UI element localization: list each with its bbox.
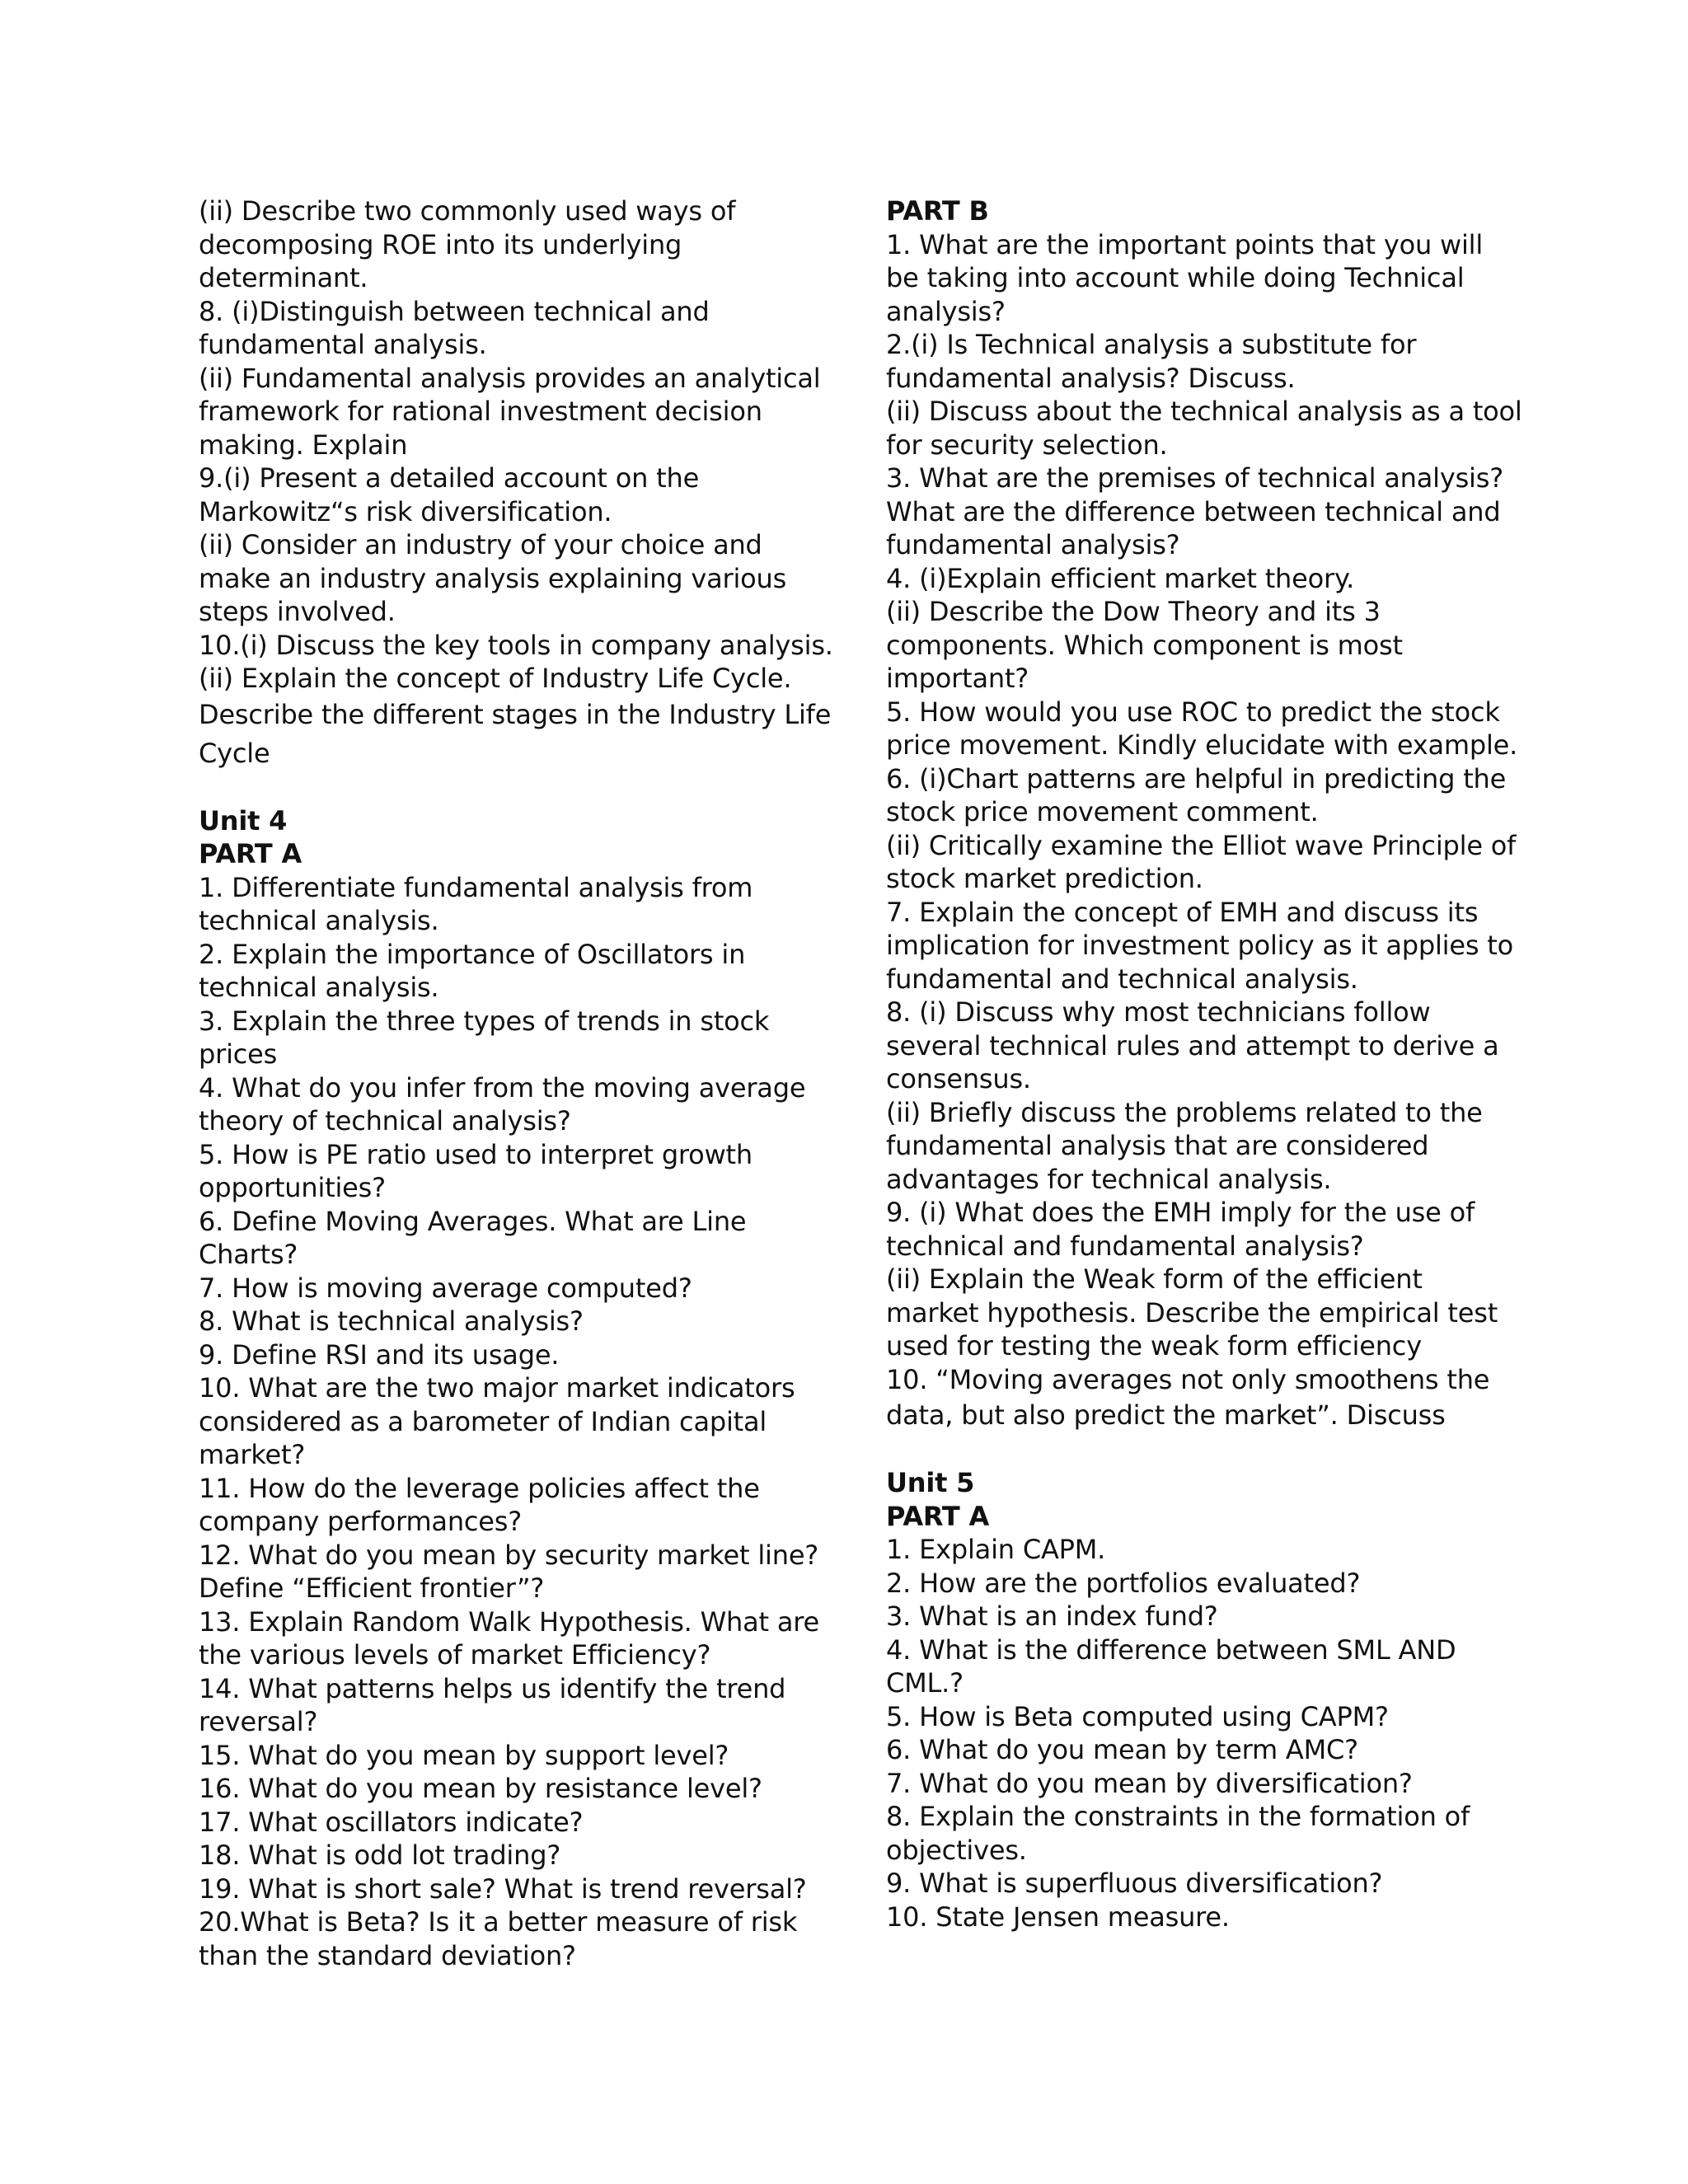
text-line: (ii) Explain the Weak form of the efficient xyxy=(886,1263,1423,1295)
part-heading: PART A xyxy=(199,838,302,869)
text-line: 4. What is the difference between SML AND xyxy=(886,1633,1456,1666)
text-line: 9.(i) Present a detailed account on the xyxy=(199,462,700,494)
text-line: CML.? xyxy=(886,1667,964,1699)
text-line: important? xyxy=(886,663,1029,694)
text-line: 13. Explain Random Walk Hypothesis. What are xyxy=(199,1605,820,1638)
text-line: technical analysis. xyxy=(199,972,439,1003)
part-heading: PART B xyxy=(886,195,989,227)
text-line: 8. (i) Discuss why most technicians follow xyxy=(886,996,1431,1028)
text-line: 5. How would you use ROC to predict the stock xyxy=(886,696,1500,728)
text-line: determinant. xyxy=(199,262,368,293)
text-line: 2. Explain the importance of Oscillators in xyxy=(199,938,746,970)
text-line: 10. “Moving averages not only smoothens the xyxy=(886,1363,1490,1395)
text-line: price movement. Kindly elucidate with example. xyxy=(886,729,1518,761)
text-line: technical analysis. xyxy=(199,905,439,936)
text-line: fundamental and technical analysis. xyxy=(886,963,1358,995)
text-line: theory of technical analysis? xyxy=(199,1105,571,1137)
text-line: (ii) Explain the concept of Industry Life Cycle. xyxy=(199,663,792,694)
text-line: 3. What are the premises of technical analysis? xyxy=(886,462,1503,494)
text-line: (ii) Briefly discuss the problems related to the xyxy=(886,1096,1483,1128)
text-line: What are the difference between technical and xyxy=(886,495,1501,527)
text-line: 1. Differentiate fundamental analysis from xyxy=(199,871,753,903)
text-line: steps involved. xyxy=(199,596,396,627)
text-line: 16. What do you mean by resistance level? xyxy=(199,1773,762,1804)
text-line: fundamental analysis. xyxy=(199,329,487,360)
text-line: (ii) Describe the Dow Theory and its 3 xyxy=(886,596,1381,627)
text-line: 4. What do you infer from the moving average xyxy=(199,1071,806,1104)
text-line: stock price movement comment. xyxy=(886,796,1319,827)
text-line: framework for rational investment decision xyxy=(199,396,762,427)
text-line: Define “Efficient frontier”? xyxy=(199,1572,545,1604)
text-line: (ii) Describe two commonly used ways of xyxy=(199,195,736,227)
text-line: 14. What patterns helps us identify the trend xyxy=(199,1672,786,1704)
text-line: considered as a barometer of Indian capital xyxy=(199,1405,767,1437)
text-line: 18. What is odd lot trading? xyxy=(199,1840,561,1871)
text-line: Describe the different stages in the Industry Life xyxy=(199,698,832,730)
text-line: (ii) Consider an industry of your choice and xyxy=(199,529,762,560)
text-line: 2.(i) Is Technical analysis a substitute for xyxy=(886,329,1417,360)
text-line: (ii) Fundamental analysis provides an analytical xyxy=(199,362,821,394)
text-line: 8. What is technical analysis? xyxy=(199,1305,584,1337)
text-line: 15. What do you mean by support level? xyxy=(199,1739,729,1771)
text-line: opportunities? xyxy=(199,1172,386,1203)
text-line: used for testing the weak form efficiency xyxy=(886,1330,1422,1361)
text-line: 20.What is Beta? Is it a better measure of risk xyxy=(199,1906,798,1938)
unit5-part-a-questions xyxy=(886,1533,1504,1933)
text-line: 17. What oscillators indicate? xyxy=(199,1806,584,1838)
text-line: 8. (i)Distinguish between technical and xyxy=(199,295,710,327)
text-line: 7. How is moving average computed? xyxy=(199,1272,692,1304)
text-line: analysis? xyxy=(886,295,1006,327)
text-line: 9. Define RSI and its usage. xyxy=(199,1338,560,1371)
text-line: 9. (i) What does the EMH imply for the use of xyxy=(886,1197,1475,1228)
text-line: making. Explain xyxy=(199,429,408,461)
text-line: consensus. xyxy=(886,1063,1031,1094)
text-line: be taking into account while doing Technical xyxy=(886,262,1465,293)
unit4-part-a-questions xyxy=(199,871,825,1973)
left-column xyxy=(199,194,833,1972)
text-line: advantages for technical analysis. xyxy=(886,1163,1332,1195)
text-line: (ii) Discuss about the technical analysis as a tool xyxy=(886,396,1522,427)
text-line: Cycle xyxy=(199,737,270,769)
text-line: 7. Explain the concept of EMH and discuss its xyxy=(886,896,1479,928)
text-line: company performances? xyxy=(199,1506,523,1537)
text-line: Markowitz“s risk diversification. xyxy=(199,495,612,527)
text-line: data, but also predict the market”. Discuss xyxy=(886,1399,1446,1431)
unit-heading: Unit 5 xyxy=(886,1467,975,1498)
text-line: 1. What are the important points that you will xyxy=(886,228,1484,260)
text-line: implication for investment policy as it applies to xyxy=(886,930,1513,961)
text-line: stock market prediction. xyxy=(886,863,1203,894)
text-line: fundamental analysis? Discuss. xyxy=(886,362,1296,394)
text-line: 2. How are the portfolios evaluated? xyxy=(886,1567,1361,1599)
text-line: decomposing ROE into its underlying xyxy=(199,228,682,260)
text-line: reversal? xyxy=(199,1706,318,1737)
unit3-continuation xyxy=(199,194,833,773)
text-line: 10. State Jensen measure. xyxy=(886,1900,1230,1933)
text-line: 6. What do you mean by term AMC? xyxy=(886,1734,1358,1765)
text-line: 10. What are the two major market indicators xyxy=(199,1372,795,1404)
text-line: 1. Explain CAPM. xyxy=(886,1534,1106,1565)
text-line: 10.(i) Discuss the key tools in company analysis. xyxy=(199,629,833,661)
text-line: 6. Define Moving Averages. What are Line xyxy=(199,1205,747,1237)
text-line: 5. How is PE ratio used to interpret growth xyxy=(199,1138,753,1170)
text-line: 8. Explain the constraints in the formation of xyxy=(886,1801,1470,1832)
text-line: 4. (i)Explain efficient market theory. xyxy=(886,562,1355,594)
text-line: the various levels of market Efficiency? xyxy=(199,1639,711,1671)
text-line: 7. What do you mean by diversification? xyxy=(886,1767,1413,1799)
text-line: components. Which component is most xyxy=(886,629,1403,661)
text-line: 19. What is short sale? What is trend reversal? xyxy=(199,1872,807,1905)
text-line: 3. What is an index fund? xyxy=(886,1601,1218,1632)
text-line: several technical rules and attempt to derive a xyxy=(886,1029,1499,1062)
text-line: (ii) Critically examine the Elliot wave Principle of xyxy=(886,829,1517,861)
text-line: 11. How do the leverage policies affect the xyxy=(199,1472,760,1504)
text-line: market hypothesis. Describe the empirical test xyxy=(886,1296,1498,1329)
text-line: 9. What is superfluous diversification? xyxy=(886,1868,1383,1899)
text-line: fundamental analysis? xyxy=(886,529,1180,560)
text-line: technical and fundamental analysis? xyxy=(886,1230,1364,1262)
text-line: 3. Explain the three types of trends in stock xyxy=(199,1005,770,1037)
text-line: fundamental analysis that are considered xyxy=(886,1130,1429,1161)
section-gap xyxy=(199,773,825,804)
text-line: than the standard deviation? xyxy=(199,1939,576,1971)
text-line: market? xyxy=(199,1439,306,1470)
text-line: objectives. xyxy=(886,1834,1027,1866)
text-line: for security selection. xyxy=(886,429,1168,461)
text-line: 12. What do you mean by security market line? xyxy=(199,1539,819,1571)
text-line: make an industry analysis explaining various xyxy=(199,562,787,594)
part-heading: PART A xyxy=(886,1500,990,1532)
text-line: prices xyxy=(199,1038,278,1070)
text-line: Charts? xyxy=(199,1239,298,1270)
unit-heading: Unit 4 xyxy=(199,804,288,837)
section-gap xyxy=(886,1435,1504,1466)
right-column xyxy=(886,194,1522,1933)
text-line: 6. (i)Chart patterns are helpful in predicting the xyxy=(886,762,1507,794)
text-line: 5. How is Beta computed using CAPM? xyxy=(886,1700,1389,1732)
unit4-part-b-questions xyxy=(886,228,1522,1436)
